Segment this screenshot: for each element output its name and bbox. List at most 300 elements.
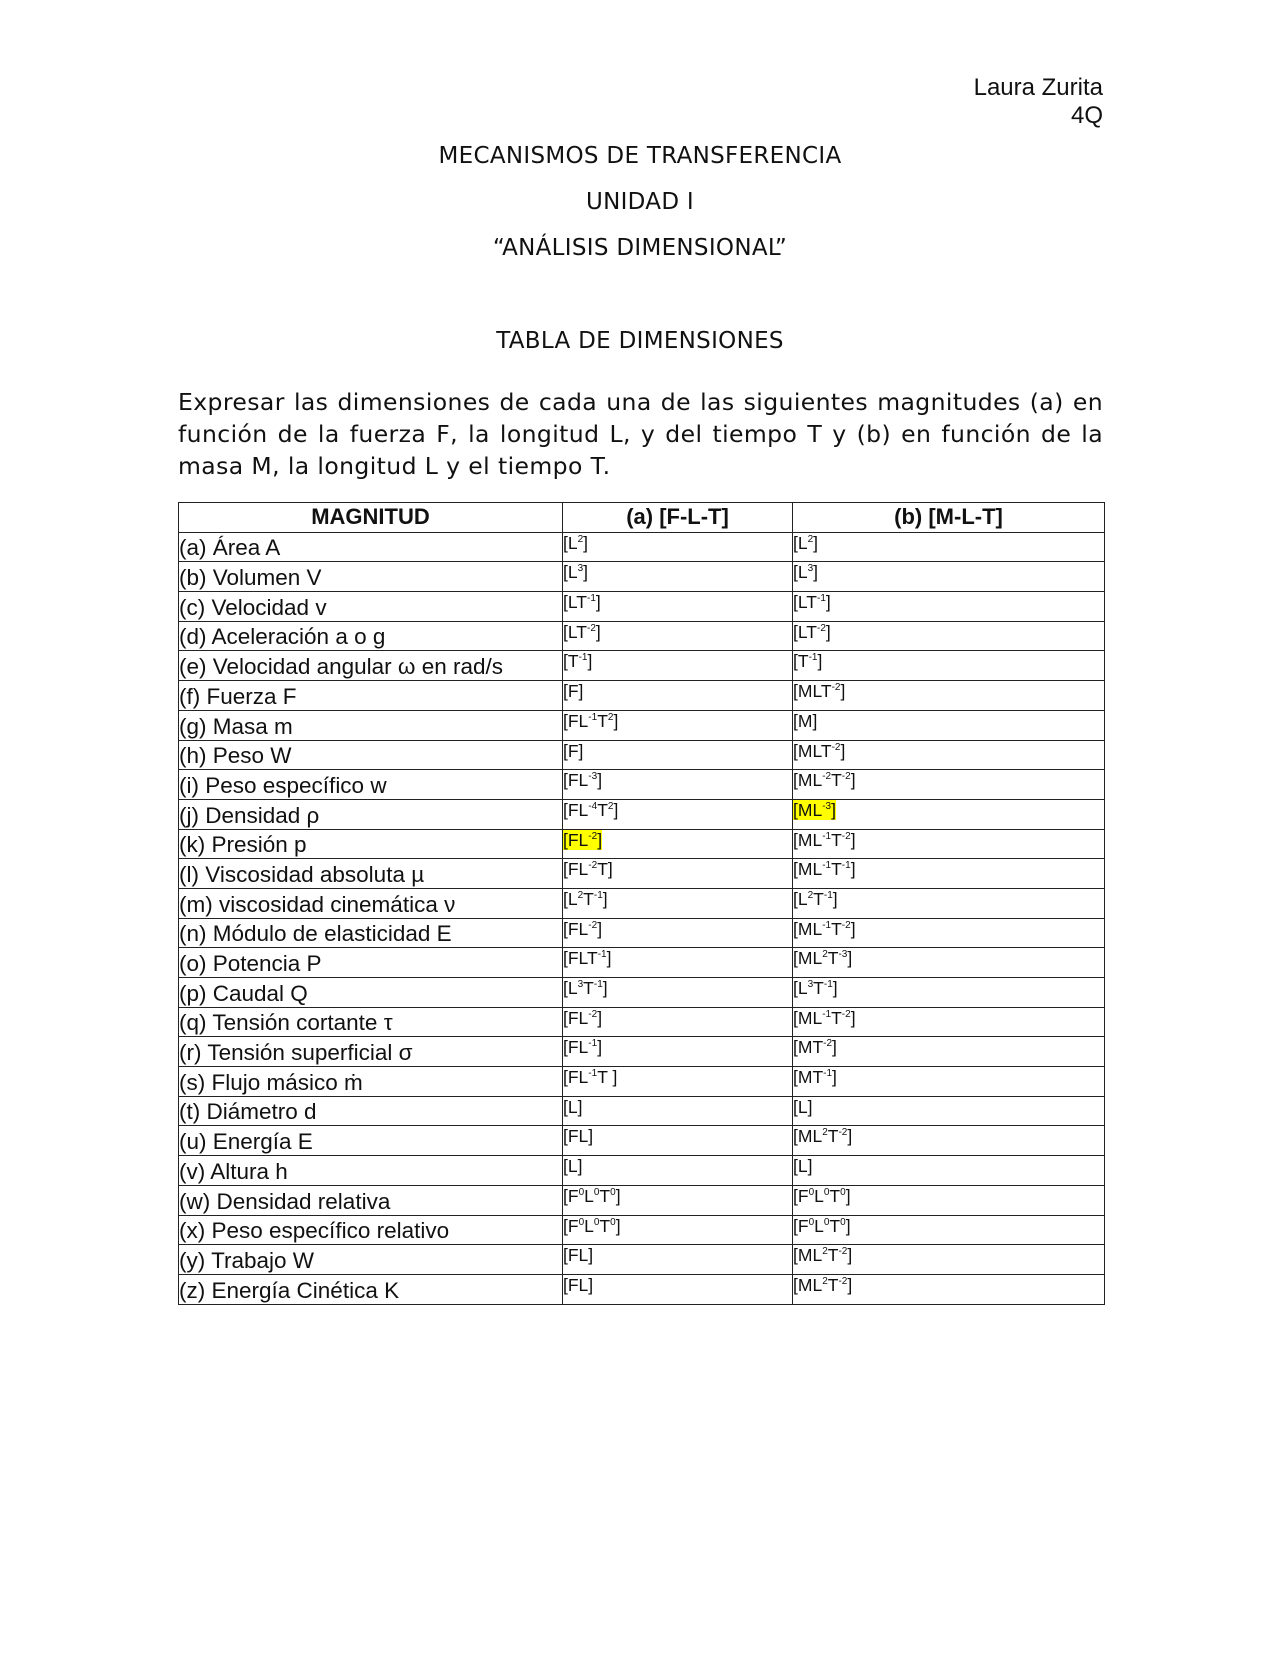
mlt-dimension-cell bbox=[793, 621, 1105, 651]
dimension-base: T bbox=[829, 1185, 841, 1206]
dimension-base: [M] bbox=[793, 710, 818, 731]
mlt-dimension-cell bbox=[793, 1185, 1105, 1215]
dimension-expression bbox=[793, 1275, 852, 1295]
dimension-base: ] bbox=[597, 918, 603, 939]
dimension-base: ] bbox=[813, 562, 819, 583]
dimension-base: T bbox=[827, 1274, 839, 1295]
exponent: 0 bbox=[610, 1216, 616, 1228]
dimension-base: ] bbox=[850, 859, 856, 880]
dimension-base: ] bbox=[613, 799, 619, 820]
dimension-base: [LT bbox=[563, 621, 587, 642]
dimension-expression bbox=[563, 1216, 621, 1236]
exponent: 2 bbox=[607, 711, 614, 723]
exponent: 3 bbox=[807, 979, 814, 991]
table-row bbox=[179, 770, 1105, 800]
table-row bbox=[179, 978, 1105, 1008]
flt-dimension-cell bbox=[563, 710, 793, 740]
table-row bbox=[179, 681, 1105, 711]
exponent: -1 bbox=[588, 1068, 598, 1080]
mlt-dimension-cell bbox=[793, 740, 1105, 770]
dimension-base: ] bbox=[587, 651, 593, 672]
mlt-dimension-cell bbox=[793, 651, 1105, 681]
dimension-base: ] bbox=[850, 770, 856, 791]
dimension-base: [LT bbox=[793, 621, 817, 642]
flt-dimension-cell bbox=[563, 1156, 793, 1186]
author-group: 4Q bbox=[1070, 102, 1103, 129]
dimension-expression bbox=[793, 859, 856, 879]
dimension-base: ] bbox=[825, 592, 831, 613]
dimension-base: ] bbox=[831, 799, 836, 820]
magnitud-cell: (p) Caudal Q bbox=[179, 978, 563, 1008]
dimension-base: ] bbox=[850, 829, 856, 850]
dimension-base: [FL] bbox=[563, 1245, 594, 1266]
mlt-dimension-cell bbox=[793, 799, 1105, 829]
dimension-expression bbox=[563, 919, 602, 939]
exponent: 0 bbox=[610, 1186, 616, 1198]
exponent: -2 bbox=[588, 1008, 598, 1020]
magnitud-cell: (e) Velocidad angular ω en rad/s bbox=[179, 651, 563, 681]
mlt-dimension-cell bbox=[793, 1037, 1105, 1067]
dimension-base: ] bbox=[595, 621, 601, 642]
mlt-dimension-cell bbox=[793, 562, 1105, 592]
dimension-base: [ML bbox=[793, 1274, 823, 1295]
exponent: 2 bbox=[822, 1127, 828, 1139]
dimension-expression bbox=[793, 978, 838, 998]
dimension-base: ] bbox=[847, 1274, 853, 1295]
dimension-base: L bbox=[814, 1185, 824, 1206]
dimension-base: [FL bbox=[563, 1037, 589, 1058]
dimension-base: [F] bbox=[563, 740, 584, 761]
dimension-expression bbox=[563, 1126, 593, 1146]
dimension-base: [FL bbox=[563, 829, 589, 850]
dimension-base: ] bbox=[840, 740, 846, 761]
exponent: -2 bbox=[841, 919, 851, 931]
mlt-dimension-cell bbox=[793, 978, 1105, 1008]
table-row bbox=[179, 710, 1105, 740]
exponent: 3 bbox=[577, 979, 584, 991]
exponent: -1 bbox=[817, 593, 826, 605]
magnitud-cell: (d) Aceleración a o g bbox=[179, 621, 563, 651]
dimension-base: T bbox=[831, 859, 842, 880]
mlt-dimension-cell bbox=[793, 770, 1105, 800]
dimension-expression bbox=[793, 592, 831, 612]
magnitud-cell: (x) Peso específico relativo bbox=[179, 1215, 563, 1245]
mlt-dimension-cell bbox=[793, 918, 1105, 948]
dimension-expression bbox=[563, 1245, 593, 1265]
instructions-paragraph: Expresar las dimensiones de cada una de las siguientes magnitudes (a) en función de la fuerza F, la longitud L, y del tiempo T y (b) en función de la masa M, la longitud L y el tiempo T. bbox=[178, 388, 1103, 480]
exponent: 0 bbox=[578, 1186, 585, 1198]
table-row bbox=[179, 1185, 1105, 1215]
dimension-expression bbox=[563, 948, 611, 968]
header-flt: (a) [F-L-T] bbox=[563, 503, 793, 533]
flt-dimension-cell bbox=[563, 740, 793, 770]
magnitud-cell: (h) Peso W bbox=[179, 740, 563, 770]
exponent: -3 bbox=[838, 949, 848, 961]
mlt-dimension-cell bbox=[793, 1215, 1105, 1245]
exponent: 2 bbox=[822, 1276, 828, 1288]
dimension-base: [FL bbox=[563, 1007, 589, 1028]
flt-dimension-cell bbox=[563, 918, 793, 948]
dimension-base: ] bbox=[832, 978, 838, 998]
dimension-base: T bbox=[827, 1245, 839, 1266]
exponent: 2 bbox=[607, 801, 614, 813]
exponent: 0 bbox=[593, 1186, 600, 1198]
dimension-expression bbox=[793, 562, 818, 582]
dimension-base: [FL bbox=[563, 770, 589, 791]
exponent: 0 bbox=[840, 1216, 846, 1228]
table-header-row bbox=[179, 503, 1105, 533]
dimension-base: [LT bbox=[563, 592, 587, 613]
dimension-base: L bbox=[584, 1215, 594, 1236]
flt-dimension-cell bbox=[563, 948, 793, 978]
magnitud-cell: (i) Peso específico w bbox=[179, 770, 563, 800]
exponent: -1 bbox=[597, 949, 607, 961]
dimension-base: ] bbox=[597, 829, 603, 850]
mlt-dimension-cell bbox=[793, 1274, 1105, 1304]
exponent: 0 bbox=[808, 1216, 815, 1228]
magnitud-cell: (w) Densidad relativa bbox=[179, 1185, 563, 1215]
mlt-dimension-cell bbox=[793, 1007, 1105, 1037]
flt-dimension-cell bbox=[563, 532, 793, 562]
mlt-dimension-cell bbox=[793, 532, 1105, 562]
magnitud-cell: (g) Masa m bbox=[179, 710, 563, 740]
flt-dimension-cell bbox=[563, 978, 793, 1008]
table-row bbox=[179, 1007, 1105, 1037]
dimension-base: [L] bbox=[563, 1156, 583, 1177]
exponent: 2 bbox=[577, 533, 584, 545]
dimension-base: ] bbox=[832, 1037, 837, 1058]
flt-dimension-cell bbox=[563, 651, 793, 681]
dimension-base: ] bbox=[615, 1215, 621, 1236]
dimension-base: ] bbox=[847, 1126, 853, 1147]
dimension-base: [LT bbox=[793, 592, 817, 613]
exponent: -1 bbox=[593, 979, 603, 991]
dimension-base: [L bbox=[793, 888, 808, 909]
dimension-base: [L] bbox=[563, 1096, 583, 1117]
dimension-base: T ] bbox=[597, 1067, 618, 1088]
table-row bbox=[179, 799, 1105, 829]
dimension-base: [L bbox=[793, 562, 808, 583]
exponent: -2 bbox=[823, 1038, 833, 1050]
table-title: TABLA DE DIMENSIONES bbox=[496, 328, 784, 354]
dimension-expression bbox=[793, 830, 856, 850]
dimension-base: ] bbox=[613, 710, 619, 731]
flt-dimension-cell bbox=[563, 562, 793, 592]
exponent: -1 bbox=[822, 860, 832, 872]
magnitud-cell: (n) Módulo de elasticidad E bbox=[179, 918, 563, 948]
header-magnitud: MAGNITUD bbox=[179, 503, 563, 533]
dimension-expression bbox=[563, 770, 602, 790]
exponent: -1 bbox=[823, 979, 833, 991]
magnitud-cell: (b) Volumen V bbox=[179, 562, 563, 592]
dimension-expression bbox=[563, 651, 592, 671]
dimension-base: T bbox=[583, 978, 594, 998]
dimension-base: T bbox=[831, 770, 842, 791]
flt-dimension-cell bbox=[563, 1245, 793, 1275]
exponent: -1 bbox=[822, 1008, 832, 1020]
dimensions-table bbox=[178, 502, 1105, 1305]
dimension-base: ] bbox=[597, 770, 603, 791]
exponent: -2 bbox=[831, 741, 841, 753]
flt-dimension-cell bbox=[563, 799, 793, 829]
dimension-base: [ML bbox=[793, 918, 823, 939]
flt-dimension-cell bbox=[563, 592, 793, 622]
exponent: -1 bbox=[823, 1068, 833, 1080]
exponent: 3 bbox=[577, 563, 584, 575]
exponent: 2 bbox=[822, 1246, 828, 1258]
magnitud-cell: (a) Área A bbox=[179, 532, 563, 562]
dimension-base: [L bbox=[563, 888, 578, 909]
dimension-base: [FL] bbox=[563, 1274, 594, 1295]
dimension-expression bbox=[563, 1097, 582, 1117]
dimension-base: T] bbox=[597, 859, 613, 880]
dimension-expression bbox=[793, 622, 831, 642]
table-body bbox=[179, 532, 1105, 1304]
flt-dimension-cell bbox=[563, 1037, 793, 1067]
dimension-base: [ML bbox=[793, 1007, 823, 1028]
dimension-base: [MLT bbox=[793, 740, 832, 761]
exponent: -1 bbox=[578, 652, 588, 664]
exponent: -2 bbox=[841, 830, 851, 842]
dimension-base: [L bbox=[563, 978, 578, 998]
table-row bbox=[179, 1126, 1105, 1156]
dimension-base: [FL bbox=[563, 918, 589, 939]
dimension-base: [L] bbox=[793, 1156, 813, 1177]
dimension-base: ] bbox=[583, 532, 589, 553]
dimension-expression bbox=[563, 681, 583, 701]
table-row bbox=[179, 1067, 1105, 1097]
mlt-dimension-cell bbox=[793, 592, 1105, 622]
dimension-base: ] bbox=[597, 1007, 603, 1028]
dimension-expression bbox=[563, 889, 608, 909]
flt-dimension-cell bbox=[563, 1126, 793, 1156]
exponent: -2 bbox=[841, 1008, 851, 1020]
unit-label: UNIDAD I bbox=[585, 189, 695, 215]
mlt-dimension-cell bbox=[793, 888, 1105, 918]
exponent: -1 bbox=[841, 860, 851, 872]
exponent: 3 bbox=[807, 563, 814, 575]
dimension-base: [L bbox=[563, 562, 578, 583]
dimension-expression bbox=[563, 1067, 617, 1087]
magnitud-cell: (u) Energía E bbox=[179, 1126, 563, 1156]
mlt-dimension-cell bbox=[793, 710, 1105, 740]
dimension-base: T bbox=[599, 1185, 611, 1206]
dimension-expression bbox=[793, 919, 856, 939]
dimension-base: ] bbox=[832, 1067, 837, 1088]
dimension-base: [T bbox=[793, 651, 809, 672]
dimension-base: [ML bbox=[793, 799, 823, 820]
table-row bbox=[179, 1156, 1105, 1186]
mlt-dimension-cell bbox=[793, 1245, 1105, 1275]
dimension-base: [FL] bbox=[563, 1126, 594, 1147]
magnitud-cell: (l) Viscosidad absoluta µ bbox=[179, 859, 563, 889]
mlt-dimension-cell bbox=[793, 859, 1105, 889]
exponent: 2 bbox=[822, 949, 828, 961]
exponent: -2 bbox=[831, 682, 841, 694]
dimension-base: [FL bbox=[563, 710, 589, 731]
exponent: -2 bbox=[817, 622, 826, 634]
dimension-base: ] bbox=[583, 562, 589, 583]
flt-dimension-cell bbox=[563, 1185, 793, 1215]
dimension-base: [L bbox=[793, 978, 808, 998]
dimension-base: [MT bbox=[793, 1037, 824, 1058]
dimension-expression bbox=[793, 651, 822, 671]
exponent: -2 bbox=[838, 1276, 848, 1288]
dimension-base: T bbox=[597, 799, 608, 820]
dimension-base: ] bbox=[832, 888, 838, 909]
flt-dimension-cell bbox=[563, 1067, 793, 1097]
dimension-expression bbox=[563, 592, 601, 612]
dimension-base: T bbox=[827, 1126, 839, 1147]
exponent: -2 bbox=[587, 622, 596, 634]
dimension-base: T bbox=[831, 829, 842, 850]
dimension-base: [ML bbox=[793, 1126, 823, 1147]
dimension-expression bbox=[793, 533, 818, 553]
exponent: 0 bbox=[823, 1216, 830, 1228]
flt-dimension-cell bbox=[563, 1096, 793, 1126]
dimension-expression bbox=[563, 800, 618, 820]
dimension-expression bbox=[563, 1037, 602, 1057]
magnitud-cell: (k) Presión p bbox=[179, 829, 563, 859]
dimension-expression bbox=[563, 1186, 621, 1206]
dimension-base: ] bbox=[847, 948, 853, 969]
table-row bbox=[179, 740, 1105, 770]
exponent: 0 bbox=[823, 1186, 830, 1198]
document-title: MECANISMOS DE TRANSFERENCIA bbox=[438, 143, 842, 169]
dimension-expression bbox=[793, 948, 852, 968]
flt-dimension-cell bbox=[563, 829, 793, 859]
magnitud-cell: (v) Altura h bbox=[179, 1156, 563, 1186]
exponent: -2 bbox=[588, 860, 598, 872]
dimension-base: T bbox=[599, 1215, 611, 1236]
dimension-expression bbox=[793, 770, 856, 790]
dimension-base: ] bbox=[850, 1007, 856, 1028]
table-row bbox=[179, 1215, 1105, 1245]
exponent: 2 bbox=[577, 890, 584, 902]
exponent: -1 bbox=[808, 652, 818, 664]
flt-dimension-cell bbox=[563, 770, 793, 800]
exponent: -1 bbox=[823, 890, 833, 902]
dimension-base: ] bbox=[847, 1245, 853, 1266]
dimension-base: ] bbox=[602, 888, 608, 909]
exponent: -1 bbox=[587, 593, 596, 605]
dimension-expression bbox=[563, 533, 588, 553]
dimension-base: [MLT bbox=[793, 681, 832, 702]
dimension-base: [ML bbox=[793, 1245, 823, 1266]
exponent: -1 bbox=[593, 890, 603, 902]
dimension-base: [L bbox=[563, 532, 578, 553]
table-row bbox=[179, 829, 1105, 859]
dimension-base: [F bbox=[563, 1215, 579, 1236]
dimension-base: ] bbox=[602, 978, 608, 998]
dimension-base: L bbox=[584, 1185, 594, 1206]
dimension-base: [ML bbox=[793, 859, 823, 880]
magnitud-cell: (m) viscosidad cinemática ν bbox=[179, 888, 563, 918]
exponent: 2 bbox=[807, 533, 814, 545]
dimension-base: [MT bbox=[793, 1067, 824, 1088]
magnitud-cell: (s) Flujo másico ṁ bbox=[179, 1067, 563, 1097]
dimension-base: T bbox=[583, 888, 594, 909]
flt-dimension-cell bbox=[563, 859, 793, 889]
dimension-base: ] bbox=[825, 621, 831, 642]
table-row bbox=[179, 948, 1105, 978]
table-row bbox=[179, 1037, 1105, 1067]
dimension-base: [F bbox=[793, 1185, 809, 1206]
dimension-expression bbox=[563, 978, 608, 998]
dimension-expression bbox=[563, 741, 583, 761]
mlt-dimension-cell bbox=[793, 829, 1105, 859]
magnitud-cell: (t) Diámetro d bbox=[179, 1096, 563, 1126]
flt-dimension-cell bbox=[563, 1274, 793, 1304]
dimension-base: ] bbox=[615, 1185, 621, 1206]
exponent: -2 bbox=[822, 771, 832, 783]
dimension-base: T bbox=[597, 710, 608, 731]
dimension-expression bbox=[793, 681, 845, 701]
dimension-base: T bbox=[827, 948, 839, 969]
flt-dimension-cell bbox=[563, 621, 793, 651]
exponent: 0 bbox=[593, 1216, 600, 1228]
dimension-expression bbox=[793, 889, 838, 909]
dimension-expression bbox=[563, 562, 588, 582]
dimension-base: [F] bbox=[563, 681, 584, 702]
dimension-base: ] bbox=[840, 681, 846, 702]
dimension-base: ] bbox=[817, 651, 823, 672]
dimension-base: T bbox=[831, 918, 842, 939]
mlt-dimension-cell bbox=[793, 1156, 1105, 1186]
dimension-expression bbox=[793, 1008, 856, 1028]
dimension-expression bbox=[793, 711, 817, 731]
exponent: 0 bbox=[840, 1186, 846, 1198]
dimension-base: T bbox=[813, 888, 824, 909]
dimension-base: [L] bbox=[793, 1096, 813, 1117]
exponent: 0 bbox=[578, 1216, 585, 1228]
magnitud-cell: (j) Densidad ρ bbox=[179, 799, 563, 829]
dimension-expression bbox=[793, 741, 845, 761]
mlt-dimension-cell bbox=[793, 1067, 1105, 1097]
dimension-expression bbox=[793, 1186, 851, 1206]
magnitud-cell: (z) Energía Cinética K bbox=[179, 1274, 563, 1304]
magnitud-cell: (o) Potencia P bbox=[179, 948, 563, 978]
exponent: -2 bbox=[838, 1246, 848, 1258]
author-name: Laura Zurita bbox=[973, 74, 1103, 101]
dimension-expression bbox=[793, 1097, 812, 1117]
exponent: -2 bbox=[838, 1127, 848, 1139]
dimension-base: ] bbox=[850, 918, 856, 939]
dimension-expression bbox=[793, 1126, 852, 1146]
dimension-base: [ML bbox=[793, 948, 823, 969]
header-mlt: (b) [M-L-T] bbox=[793, 503, 1105, 533]
dimension-base: [T bbox=[563, 651, 579, 672]
dimension-expression bbox=[563, 711, 618, 731]
dimension-expression bbox=[793, 1245, 852, 1265]
flt-dimension-cell bbox=[563, 1007, 793, 1037]
dimension-base: [FL bbox=[563, 859, 589, 880]
exponent: -2 bbox=[588, 919, 598, 931]
dimension-expression bbox=[563, 1275, 593, 1295]
dimension-base: [FL bbox=[563, 799, 589, 820]
dimension-expression bbox=[793, 1156, 812, 1176]
author-block bbox=[974, 74, 1103, 130]
dimension-base: [L bbox=[793, 532, 808, 553]
dimension-base: T bbox=[831, 1007, 842, 1028]
table-row bbox=[179, 859, 1105, 889]
document-subtitle: “ANÁLISIS DIMENSIONAL” bbox=[492, 235, 788, 261]
dimension-expression bbox=[793, 1067, 837, 1087]
magnitud-cell: (y) Trabajo W bbox=[179, 1245, 563, 1275]
magnitud-cell: (r) Tensión superficial σ bbox=[179, 1037, 563, 1067]
dimension-expression bbox=[563, 1008, 602, 1028]
flt-dimension-cell bbox=[563, 888, 793, 918]
